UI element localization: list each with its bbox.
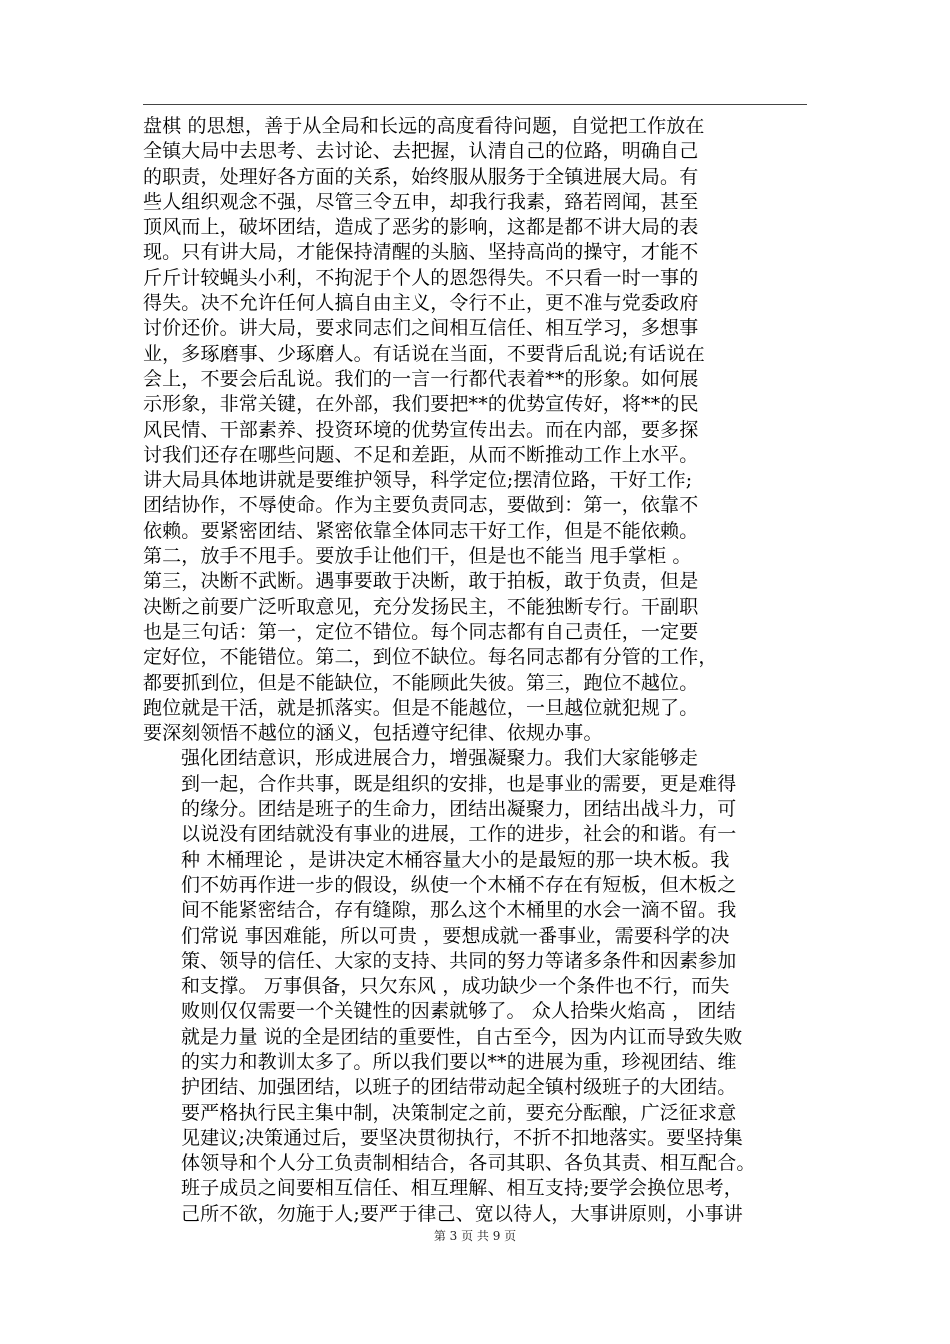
text-line: 现。只有讲大局，才能保持清醒的头脑、坚持高尚的操守，才能不 [143, 241, 699, 264]
text-line: 斤斤计较蝇头小利，不拘泥于个人的恩怨得失。不只看一时一事的 [143, 266, 699, 289]
text-line: 体领导和个人分工负责制相结合，各司其职、各负其责、相互配合。 [181, 1152, 756, 1175]
text-line: 的缘分。团结是班子的生命力，团结出凝聚力，团结出战斗力，可 [181, 798, 737, 821]
text-line: 些人组织观念不强，尽管三令五申，却我行我素，臵若罔闻，甚至 [143, 190, 699, 213]
text-line: 班子成员之间要相互信任、相互理解、相互支持;要学会换位思考， [181, 1177, 743, 1200]
text-line: 己所不欲，勿施于人;要严于律己、宽以待人，大事讲原则，小事讲 [181, 1202, 743, 1225]
text-line: 就是力量 说的全是团结的重要性，自古至今，因为内讧而导致失败 [181, 1025, 743, 1048]
header-rule [143, 104, 807, 105]
text-line: 第三，决断不武断。遇事要敢于决断，敢于拍板，敢于负责，但是 [143, 570, 699, 593]
text-line: 见建议;决策通过后，要坚决贯彻执行，不折不扣地落实。要坚持集 [181, 1126, 743, 1149]
text-line: 跑位就是干活，就是抓落实。但是不能越位，一旦越位就犯规了。 [143, 696, 699, 719]
text-line: 顶风而上，破坏团结，造成了恶劣的影响，这都是都不讲大局的表 [143, 216, 699, 239]
text-line: 都要抓到位，但是不能缺位，不能顾此失彼。第三，跑位不越位。 [143, 671, 699, 694]
text-line: 决断之前要广泛听取意见，充分发扬民主，不能独断专行。干副职 [143, 595, 699, 618]
text-line: 讨价还价。讲大局，要求同志们之间相互信任、相互学习，多想事 [143, 317, 699, 340]
paragraph [143, 114, 807, 746]
text-line: 策、领导的信任、大家的支持、共同的努力等诸多条件和因素参加 [181, 949, 737, 972]
document-body [143, 114, 807, 1227]
text-line: 的实力和教训太多了。所以我们要以**的进展为重，珍视团结、维 [181, 1050, 737, 1073]
text-line: 示形象，非常关键，在外部，我们要把**的优势宣传好，将**的民 [143, 393, 699, 416]
text-line: 以说没有团结就没有事业的进展，工作的进步，社会的和谐。有一 [181, 823, 737, 846]
text-line: 护团结、加强团结，以班子的团结带动起全镇村级班子的大团结。 [181, 1076, 737, 1099]
text-line: 要严格执行民主集中制，决策制定之前，要充分酝酿，广泛征求意 [181, 1101, 737, 1124]
text-line: 团结协作，不辱使命。作为主要负责同志，要做到：第一，依靠不 [143, 494, 699, 517]
text-line: 和支撑。 万事俱备，只欠东风 ，成功缺少一个条件也不行，而失 [181, 975, 730, 998]
text-line: 业，多琢磨事、少琢磨人。有话说在当面，不要背后乱说;有话说在 [143, 342, 705, 365]
text-line: 到一起，合作共事，既是组织的安排，也是事业的需要，更是难得 [181, 772, 737, 795]
text-line: 全镇大局中去思考、去讨论、去把握，认清自己的位路，明确自己 [143, 140, 699, 163]
text-line: 败则仅仅需要一个关键性的因素就够了。 众人拾柴火焰高 ， 团结 [181, 1000, 736, 1023]
text-line: 第二，放手不甩手。要放手让他们干，但是也不能当 甩手掌柜 。 [143, 545, 692, 568]
text-line: 的职责，处理好各方面的关系，始终服从服务于全镇进展大局。有 [143, 165, 699, 188]
page-number: 第 3 页 共 9 页 [433, 1229, 517, 1243]
text-line: 们常说 事因难能，所以可贵 ，要想成就一番事业，需要科学的决 [181, 924, 730, 947]
text-line: 得失。决不允许任何人搞自由主义，令行不止，更不准与党委政府 [143, 292, 699, 315]
text-line: 要深刻领悟不越位的涵义，包括遵守纪律、依规办事。 [143, 722, 603, 745]
text-line: 讲大局具体地讲就是要维护领导，科学定位;摆清位路，干好工作; [143, 469, 693, 492]
text-line: 也是三句话：第一，定位不错位。每个同志都有自己责任，一定要 [143, 620, 699, 643]
text-line: 依赖。要紧密团结、紧密依靠全体同志干好工作，但是不能依赖。 [143, 519, 699, 542]
text-line: 会上，不要会后乱说。我们的一言一行都代表着**的形象。如何展 [143, 367, 699, 390]
text-line: 定好位，不能错位。第二，到位不缺位。每名同志都有分管的工作， [143, 646, 718, 669]
paragraph [143, 746, 807, 1227]
text-line: 们不妨再作进一步的假设，纵使一个木桶不存在有短板，但木板之 [181, 873, 737, 896]
text-line: 间不能紧密结合，存有缝隙，那么这个木桶里的水会一滴不留。我 [181, 899, 737, 922]
text-line: 风民情、干部素养、投资环境的优势宣传出去。而在内部，要多探 [143, 418, 699, 441]
text-line: 种 木桶理论 ，是讲决定木桶容量大小的是最短的那一块木板。我 [181, 848, 730, 871]
text-line: 讨我们还存在哪些问题、不足和差距，从而不断推动工作上水平。 [143, 443, 699, 466]
text-line: 强化团结意识，形成进展合力，增强凝聚力。我们大家能够走 [181, 747, 699, 770]
text-line: 盘棋 的思想，善于从全局和长远的高度看待问题，自觉把工作放在 [143, 115, 705, 137]
